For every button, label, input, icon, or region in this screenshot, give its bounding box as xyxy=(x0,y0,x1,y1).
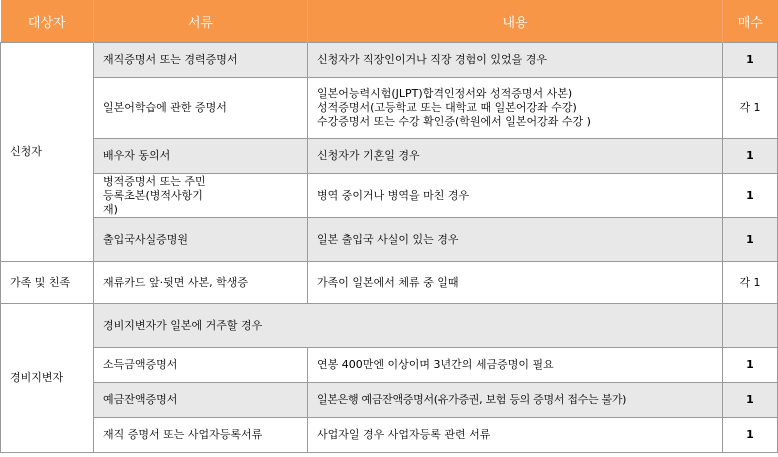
content-line: 일본어능력시험(JLPT)합격인정서와 성적증명서 사본) xyxy=(317,87,573,100)
sponsor-note: 경비지변자가 일본에 거주할 경우 xyxy=(94,304,723,348)
doc-cell: 재직 증명서 또는 사업자등록서류 xyxy=(94,418,308,453)
content-cell: 사업자일 경우 사업자등록 관련 서류 xyxy=(308,418,723,453)
count-cell: 1 xyxy=(723,348,778,383)
count-cell: 각 1 xyxy=(723,262,778,304)
count-cell: 1 xyxy=(723,383,778,418)
doc-cell: 일본어학습에 관한 증명서 xyxy=(94,78,308,139)
count-cell: 1 xyxy=(723,174,778,218)
table-row xyxy=(1,174,778,218)
doc-cell: 예금잔액증명서 xyxy=(94,383,308,418)
header-target: 대상자 xyxy=(1,0,94,43)
doc-cell: 소득금액증명서 xyxy=(94,348,308,383)
content-cell: 일본 출입국 사실이 있는 경우 xyxy=(308,218,723,262)
content-line: 수강증명서 또는 수강 확인증(학원에서 일본어강좌 수강 ) xyxy=(317,115,591,128)
category-family: 가족 및 친족 xyxy=(1,262,94,304)
content-cell: 병역 중이거나 병역을 마친 경우 xyxy=(308,174,723,218)
table-row xyxy=(1,262,778,304)
table-row xyxy=(1,304,778,348)
content-cell: 가족이 일본에서 체류 중 일때 xyxy=(308,262,723,304)
count-cell: 1 xyxy=(723,139,778,174)
doc-cell: 재직증명서 또는 경력증명서 xyxy=(94,43,308,78)
header-documents: 서류 xyxy=(94,0,308,43)
count-cell: 1 xyxy=(723,218,778,262)
table-row xyxy=(1,43,778,78)
table-row xyxy=(1,218,778,262)
header-content: 내용 xyxy=(308,0,723,43)
content-cell: 신청자가 기혼일 경우 xyxy=(308,139,723,174)
category-applicant: 신청자 xyxy=(1,43,94,262)
content-cell: 신청자가 직장인이거나 직장 경험이 있었을 경우 xyxy=(308,43,723,78)
category-sponsor: 경비지변자 xyxy=(1,304,94,453)
doc-cell: 배우자 동의서 xyxy=(94,139,308,174)
count-cell: 1 xyxy=(723,43,778,78)
table-row xyxy=(1,418,778,453)
table-row xyxy=(1,78,778,139)
table-row xyxy=(1,383,778,418)
count-cell: 각 1 xyxy=(723,78,778,139)
table-row xyxy=(1,348,778,383)
header-row xyxy=(1,0,778,43)
doc-cell: 출입국사실증명원 xyxy=(94,218,308,262)
doc-cell: 재류카드 앞·뒷면 사본, 학생증 xyxy=(94,262,308,304)
content-cell: 연봉 400만엔 이상이며 3년간의 세금증명이 필요 xyxy=(308,348,723,383)
content-line: 성적증명서(고등학교 또는 대학교 때 일본어강좌 수강) xyxy=(317,101,577,114)
content-cell xyxy=(308,78,723,139)
table-row xyxy=(1,139,778,174)
count-cell: 1 xyxy=(723,418,778,453)
doc-cell: 병적증명서 또는 주민등록초본(병적사항기재) xyxy=(94,174,308,218)
count-cell-empty xyxy=(723,304,778,348)
header-count: 매수 xyxy=(723,0,778,43)
content-cell: 일본은행 예금잔액증명서(유가증권, 보험 등의 증명서 접수는 불가) xyxy=(308,383,723,418)
